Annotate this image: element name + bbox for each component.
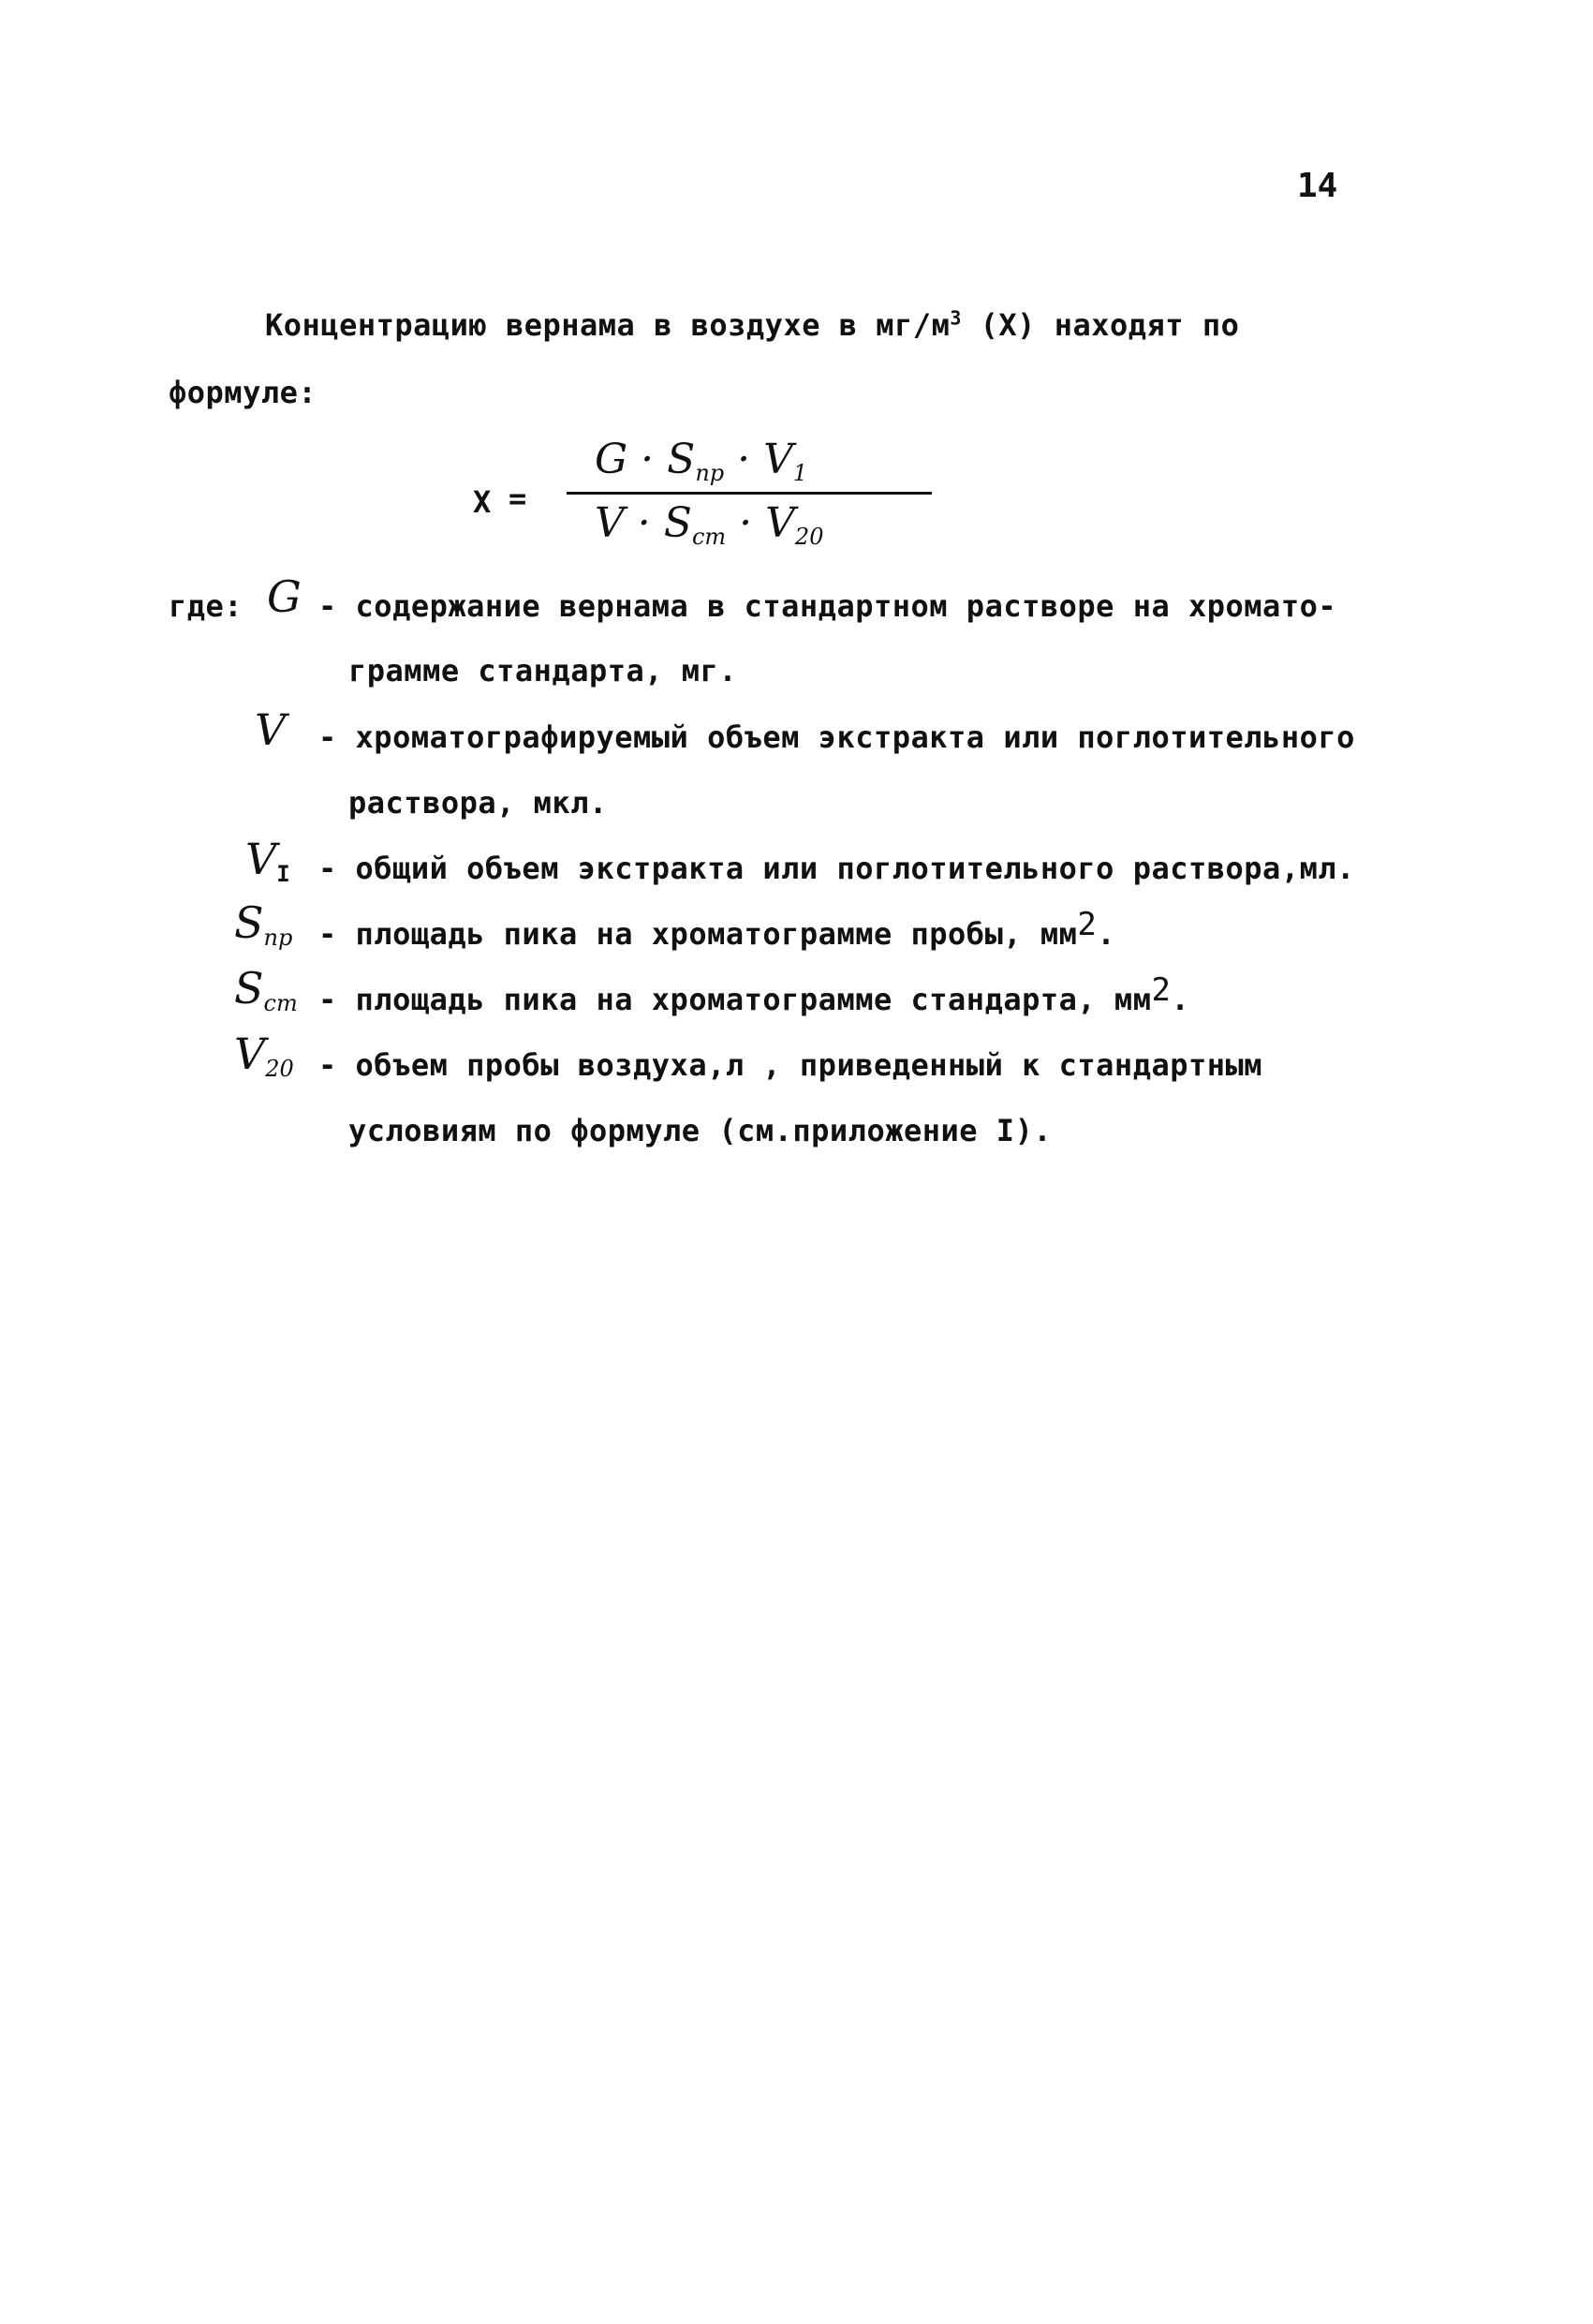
def-symbol-v1 [245,834,290,887]
def-symbol-v: V [255,704,287,755]
def-tail: . [1097,916,1116,952]
formula-numerator [595,436,808,486]
formula-lhs: X [473,484,492,520]
def-symbol-s-st [234,963,298,1014]
den-v20: V [765,499,795,547]
intro-line-2: формуле: [169,375,317,410]
formula-equals: = [509,481,527,516]
den-s-sub: ст [691,524,727,550]
num-s: S [667,436,696,483]
num-s-sub: пр [695,460,725,486]
sym-letter: S [234,963,264,1014]
def-line [318,971,1190,1017]
num-dot: · [737,436,751,483]
fraction-bar [567,492,932,495]
page-number: 14 [1297,167,1338,205]
intro-line-1 [265,307,1239,343]
intro-text: Концентрацию вернама в воздухе в мг/м [265,307,951,343]
def-line: условиям по формуле (см.приложение I). [348,1113,1053,1148]
num-v-sub: 1 [792,460,808,486]
sym-sub: 20 [265,1056,294,1082]
sym-sub: I [276,861,290,887]
num-dot: · [641,436,655,483]
def-symbol-g: G [267,571,302,622]
where-label: где: [169,588,243,624]
def-line: - общий объем экстракта или поглотительного раствора,мл. [318,851,1355,886]
den-dot: · [739,499,753,547]
sym-sub: ст [263,990,298,1016]
def-text: - площадь пика на хроматограмме стандарта, мм [318,982,1152,1017]
def-tail: . [1171,982,1190,1017]
def-text: - площадь пика на хроматограмме пробы, мм [318,916,1078,952]
def-symbol-s-pr [234,897,293,951]
sym-letter: V [245,834,277,884]
def-line [318,906,1116,952]
cubic-superscript: 3 [950,306,962,330]
sym-letter: V [234,1029,266,1079]
square-superscript: 2 [1151,971,1172,1009]
intro-tail: (X) находят по [961,307,1240,343]
def-symbol-v20 [234,1029,294,1082]
square-superscript: 2 [1077,906,1098,943]
sym-sub: пр [263,925,293,951]
def-line: - объем пробы воздуха,л , приведенный к стандартным [318,1047,1263,1083]
sym-letter: S [234,897,264,948]
den-v20-sub: 20 [794,524,824,550]
def-line: - хроматографируемый объем экстракта или поглотительного [318,719,1355,755]
den-dot: · [637,499,651,547]
num-g: G [595,436,628,483]
def-line: грамме стандарта, мг. [348,653,738,688]
def-line: раствора, мкл. [348,785,608,821]
formula-denominator [595,499,824,550]
den-s: S [663,499,692,547]
concentration-formula [473,436,932,576]
den-v: V [595,499,625,547]
def-line: - содержание вернама в стандартном растворе на хромато- [318,588,1337,624]
num-v: V [763,436,793,483]
